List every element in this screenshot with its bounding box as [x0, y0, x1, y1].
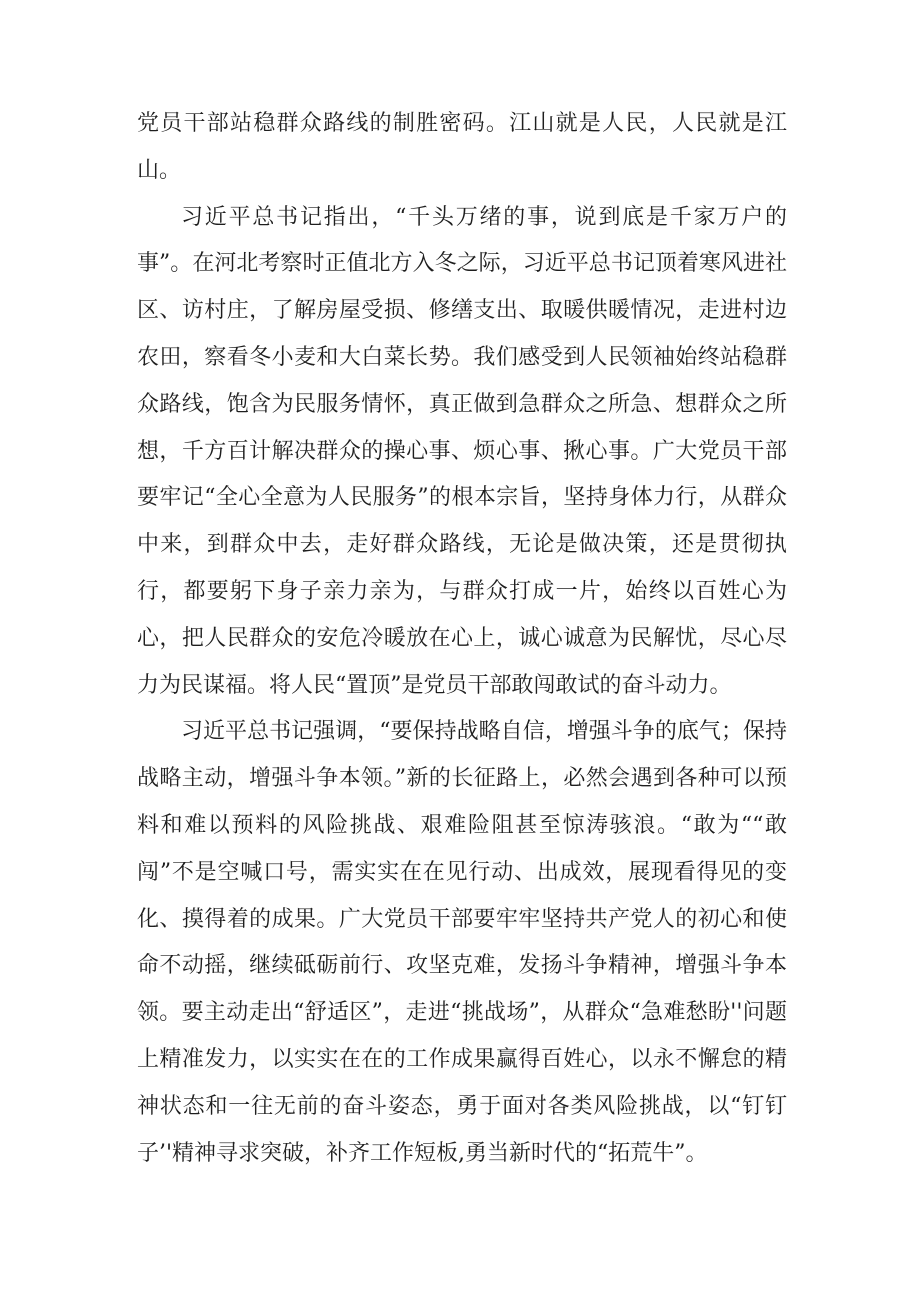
paragraph-continuation: 党员干部站稳群众路线的制胜密码。江山就是人民，人民就是江山。 — [137, 111, 787, 183]
document-body — [137, 101, 787, 1177]
paragraph-leader-remarks: 习近平总书记指出，“千头万绪的事，说到底是千家万户的事”。在河北考察时正值北方入冬之际，习近平总书记顶着寒风进社区、访村庄，了解房屋受损、修缮支出、取暖供暖情况，走进村边农田，察看冬小麦和大白菜长势。我们感受到人民领袖始终站稳群众路线，饱含为民服务情怀，真正做到急群众之所急、想群众之所想，千方百计解决群众的操心事、烦心事、揪心事。广大党员干部要牢记“全心全意为人民服务”的根本宗旨，坚持身体力行，从群众中来，到群众中去，走好群众路线，无论是做决策，还是贯彻执行，都要躬下身子亲力亲为，与群众打成一片，始终以百姓心为心，把人民群众的安危冷暖放在心上，诚心诚意为民解忧，尽心尽力为民谋福。将人民“置顶”是党员干部敢闯敢试的奋斗动力。 — [137, 204, 787, 698]
paragraph-struggle-spirit: 习近平总书记强调，“要保持战略自信，增强斗争的底气；保持战略主动，增强斗争本领。”新的长征路上，必然会遇到各种可以预料和难以预料的风险挑战、艰难险阻甚至惊涛骇浪。“敢为““敢闯”不是空喊口号，需实实在在见行动、出成效，展现看得见的变化、摸得着的成果。广大党员干部要牢牢坚持共产党人的初心和使命不动摇，继续砥砺前行、攻坚克难，发扬斗争精神，增强斗争本领。要主动走出“舒适区”，走进“挑战场”，从群众“急难愁盼''问题上精准发力，以实实在在的工作成果赢得百姓心，以永不懈怠的精神状态和一往无前的奋斗姿态，勇于面对各类风险挑战，以“钉钉子’'精神寻求突破，补齐工作短板,勇当新时代的“拓荒牛”。 — [137, 719, 787, 1166]
